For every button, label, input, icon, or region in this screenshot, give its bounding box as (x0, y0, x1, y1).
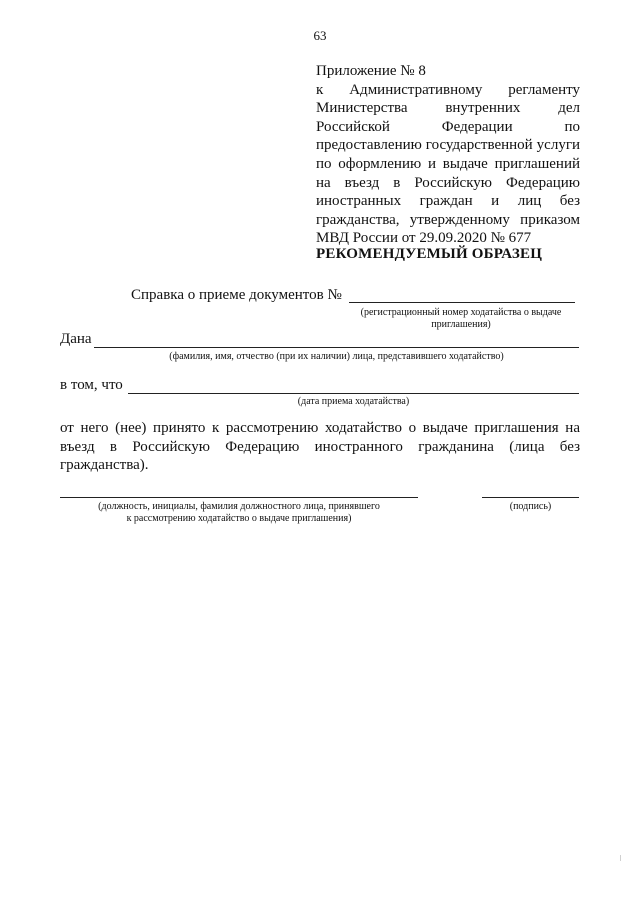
page-number: 63 (313, 28, 327, 43)
date-hint: (дата приема ходатайства) (297, 396, 410, 407)
scan-mark (620, 855, 621, 861)
sample-label: РЕКОМЕНДУЕМЫЙ ОБРАЗЕЦ (316, 246, 543, 262)
certificate-hint-line-2: приглашения) (431, 319, 491, 330)
statement-text: от него (нее) принято к рассмотрению ходатайство о выдаче приглашения на въезд в Российскую Федерацию иностранного гражданина (лица без гражданства). (60, 420, 580, 474)
signature-line[interactable] (482, 497, 579, 498)
official-hint-line-2: к рассмотрению ходатайство о выдаче приглашения) (126, 513, 352, 524)
certificate-hint-line-1: (регистрационный номер ходатайства о выдаче (360, 307, 562, 318)
official-hint-line-1: (должность, инициалы, фамилия должностного лица, принявшего (98, 501, 380, 512)
date-line[interactable] (128, 393, 579, 394)
issued-to-line[interactable] (94, 347, 579, 348)
issued-to-hint: (фамилия, имя, отчество (при их наличии) лица, представившего ходатайство) (169, 351, 504, 362)
annex-header (316, 62, 580, 248)
annex-title: Приложение № 8 (316, 63, 426, 79)
official-line[interactable] (60, 497, 418, 498)
issued-to-label: Дана (60, 331, 92, 347)
in-that-label: в том, что (60, 377, 123, 393)
certificate-number-line[interactable] (349, 302, 575, 303)
certificate-hint (336, 307, 586, 331)
annex-body: к Административному регламенту Министерства внутренних дел Российской Федерации по предоставлению государственной услуги по оформлению и выдаче приглашений на въезд в Российскую Федерацию иностранных граждан и лиц без гражданства, утвержденному приказом МВД России от 29.09.2020 № 677 (316, 81, 580, 247)
signature-hint: (подпись) (509, 501, 552, 512)
official-hint (60, 501, 418, 525)
certificate-label: Справка о приеме документов № (131, 287, 342, 303)
